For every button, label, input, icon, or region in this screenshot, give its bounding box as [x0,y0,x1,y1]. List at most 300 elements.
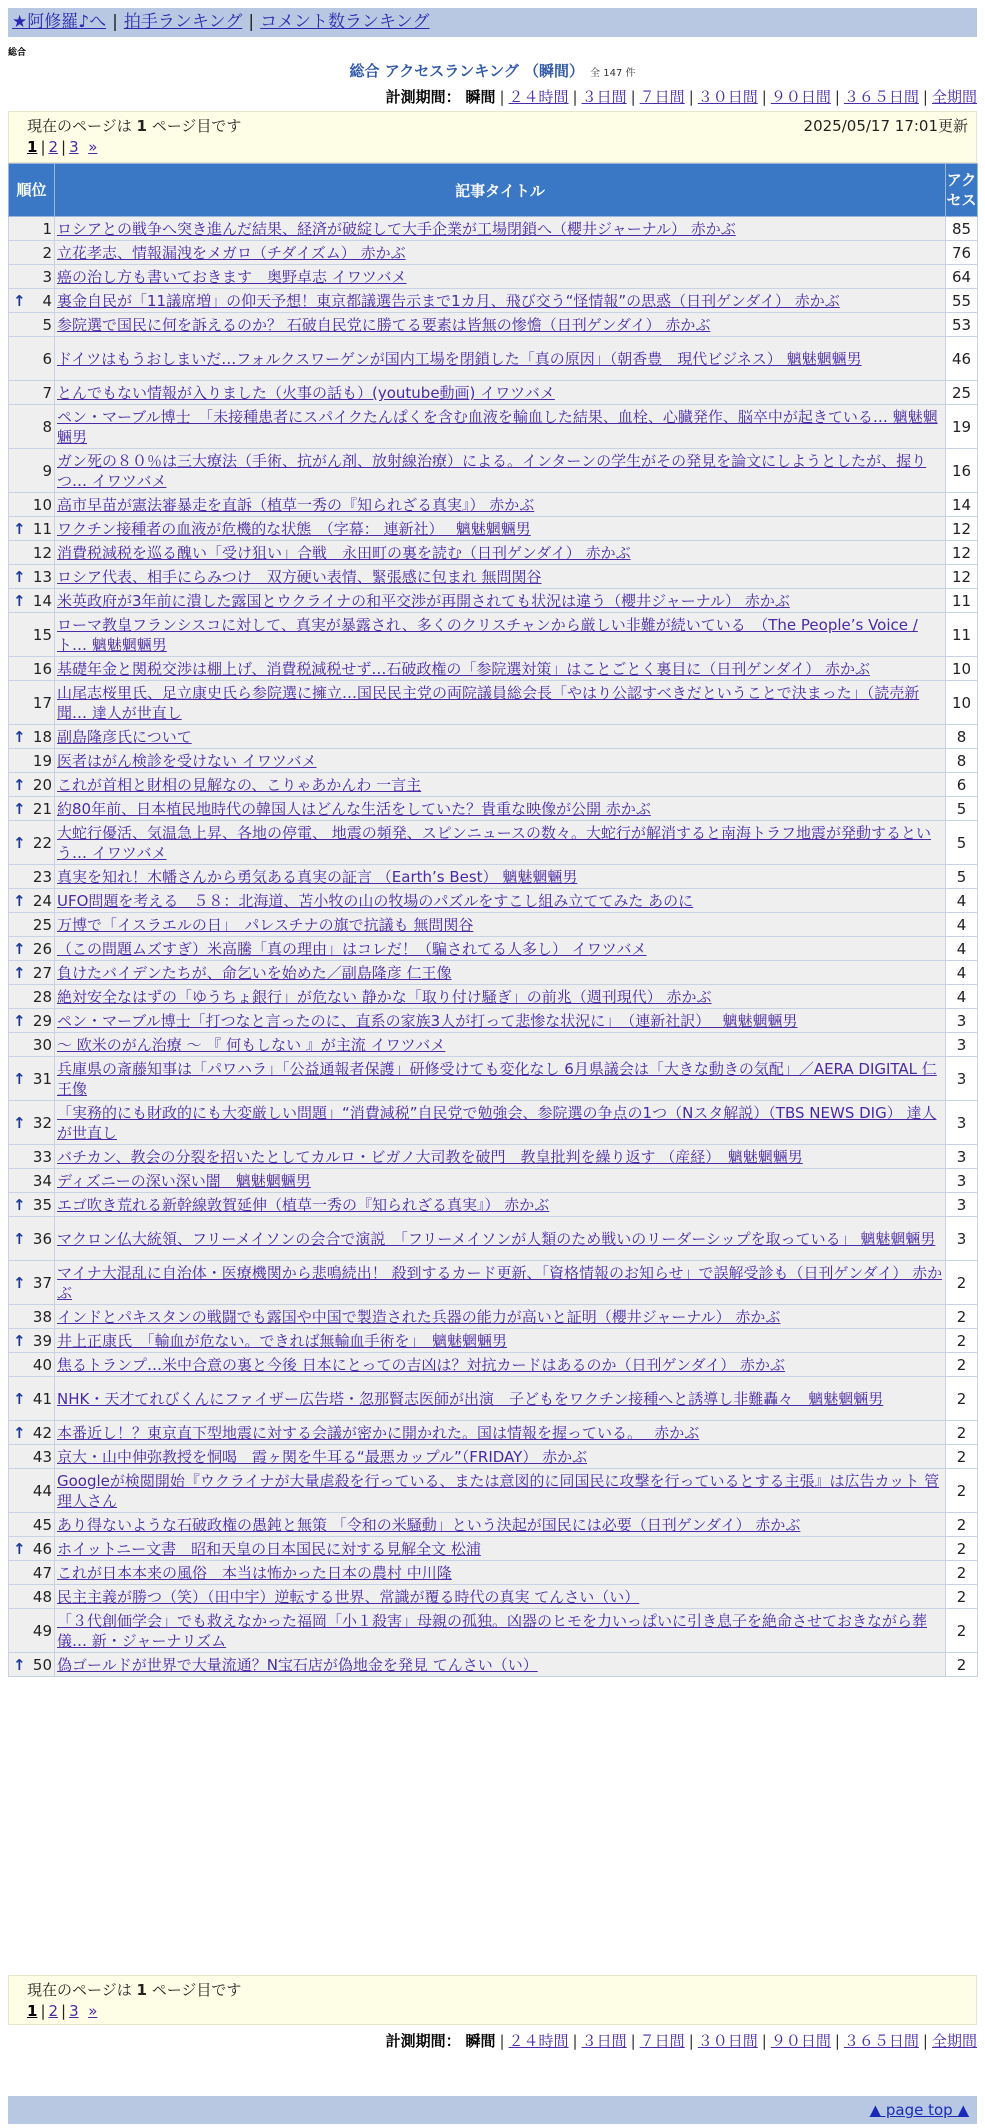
next-page-link[interactable]: » [88,138,98,156]
rank-number: 45 [32,1515,52,1534]
rank-number: 41 [32,1389,52,1408]
access-count: 85 [946,217,978,241]
rank-cell [9,773,55,797]
page-info-number: 1 [136,1981,147,1999]
page-top-link[interactable]: ▲ page top ▲ [869,2101,969,2119]
rank-number: 42 [32,1423,52,1442]
footer-bar [8,2096,977,2124]
table-row [9,681,978,725]
period-separator: | [761,88,767,106]
article-link[interactable]: 参院選で国民に何を訴えるのか？ 石破自民党に勝てる要素は皆無の惨憺（日刊ゲンダイ） 赤かぶ [57,316,711,334]
rank-number: 2 [42,243,52,262]
table-row [9,405,978,449]
updated-timestamp: 2025/05/17 17:01更新 [803,117,968,135]
article-link[interactable]: 本番近し！？東京直下型地震に対する会議が密かに開かれた。国は情報を握っている。 赤かぶ [57,1424,700,1442]
title-header: 記事タイトル [55,164,946,217]
title-cell [55,1261,946,1305]
article-link[interactable]: 万博で「イスラエルの日」 パレスチナの旗で抗議も 無問関谷 [57,916,474,934]
rank-number: 19 [32,751,52,770]
rank-number: 4 [42,291,52,310]
article-link[interactable]: 医者はがん検診を受けない イワツバメ [57,752,317,770]
rank-cell [9,449,55,493]
rank-cell [9,1561,55,1585]
rank-cell [9,541,55,565]
table-row [9,449,978,493]
article-link[interactable]: 米英政府が3年前に潰した露国とウクライナの和平交渉が再開されても状況は違う（櫻井ジャーナル） 赤かぶ [57,592,790,610]
rank-number: 14 [32,591,52,610]
article-link[interactable]: 約80年前、日本植民地時代の韓国人はどんな生活をしていた？貴重な映像が公開 赤かぶ [57,800,651,818]
title-cell [55,1353,946,1377]
period-separator: | [630,88,636,106]
rank-cell [9,241,55,265]
table-row [9,493,978,517]
access-count: 10 [946,657,978,681]
up-arrow-icon: ↑ [13,1113,26,1132]
rank-number: 16 [32,659,52,678]
article-link[interactable]: ドイツはもうおしまいだ…フォルクスワーゲンが国内工場を閉鎖した「真の原因」（朝香豊 現代ビジネス） 魑魅魍魎男 [57,350,862,368]
rank-cell [9,1101,55,1145]
rank-number: 32 [32,1113,52,1132]
rank-cell [9,1585,55,1609]
rank-cell [9,1377,55,1421]
title-cell [55,889,946,913]
article-link[interactable]: NHK・天才てれびくんにファイザー広告塔・忽那賢志医師が出演 子どもをワクチン接種へと誘導し非難轟々 魑魅魍魎男 [57,1390,884,1408]
rank-cell [9,1537,55,1561]
table-row [9,657,978,681]
period-link[interactable]: ２４時間 [508,88,569,106]
access-count: 5 [946,797,978,821]
access-count: 2 [946,1513,978,1537]
title-cell [55,1193,946,1217]
article-link[interactable]: とんでもない情報が入りました（火事の話も）(youtube動画) イワツバメ [57,384,555,402]
period-separator: | [922,88,928,106]
page-info [27,1979,241,2000]
access-count: 76 [946,241,978,265]
access-count: 3 [946,1009,978,1033]
rank-cell [9,217,55,241]
table-row [9,913,978,937]
rank-cell [9,797,55,821]
table-row [9,1421,978,1445]
article-link[interactable]: 副島隆彦氏について [57,728,192,746]
article-link[interactable]: 井上正康氏 「輸血が危ない。できれば無輸血手術を」 魑魅魍魎男 [57,1332,508,1350]
rank-number: 43 [32,1447,52,1466]
access-count: 2 [946,1561,978,1585]
up-arrow-icon: ↑ [13,939,26,958]
article-link[interactable]: ディズニーの深い深い闇 魑魅魍魎男 [57,1172,311,1190]
rank-cell [9,493,55,517]
article-link[interactable]: 基礎年金と関税交渉は棚上げ、消費税減税せず…石破政権の「参院選対策」はことごとく裏目に（日刊ゲンダイ） 赤かぶ [57,660,870,678]
rank-cell [9,1421,55,1445]
rank-number: 21 [32,799,52,818]
table-row [9,1261,978,1305]
article-link[interactable]: 山尾志桜里氏、足立康史氏ら参院選に擁立…国民民主党の両院議員総会長「やはり公認すべきだということで決まった」（読売新聞… 達人が世直し [57,684,920,722]
access-count: 4 [946,937,978,961]
rank-cell [9,1033,55,1057]
article-link[interactable]: インドとパキスタンの戦闘でも露国や中国で製造された兵器の能力が高いと証明（櫻井ジャーナル） 赤かぶ [57,1308,781,1326]
title-cell [55,565,946,589]
period-separator: | [761,2032,767,2050]
period-link[interactable]: ２４時間 [508,2032,569,2050]
access-count: 2 [946,1377,978,1421]
access-count: 3 [946,1217,978,1261]
title-cell [55,961,946,985]
page-info [27,115,241,136]
article-link[interactable]: UFO問題を考える ５８：北海道、苫小牧の山の牧場のパズルをすこし組み立ててみた あのに [57,892,694,910]
access-count: 5 [946,821,978,865]
rank-number: 1 [42,219,52,238]
table-row [9,1305,978,1329]
title-cell [55,1101,946,1145]
period-link[interactable]: 全期間 [931,88,977,106]
title-cell [55,985,946,1009]
rank-cell [9,565,55,589]
table-row [9,265,978,289]
period-link[interactable]: ３０日間 [697,88,758,106]
access-count: 19 [946,405,978,449]
rank-number: 17 [32,693,52,712]
table-row [9,1057,978,1101]
access-count: 8 [946,749,978,773]
table-row [9,1469,978,1513]
article-link[interactable]: これが首相と財相の見解なの、こりゃあかんわ 一言主 [57,776,422,794]
rank-number: 22 [32,833,52,852]
table-row [9,1561,978,1585]
article-link[interactable]: 裏金自民が「11議席増」の仰天予想！東京都議選告示まで1カ月、飛び交う“怪情報”の思惑（日刊ゲンダイ） 赤かぶ [57,292,840,310]
period-separator: | [630,2032,636,2050]
period-selector-bottom [386,2030,977,2051]
rank-number: 8 [42,417,52,436]
rank-number: 20 [32,775,52,794]
rank-number: 12 [32,543,52,562]
total-count: 全 147 件 [590,68,636,79]
rank-number: 5 [42,315,52,334]
nav-separator: | [112,12,118,32]
article-link[interactable]: 高市早苗が憲法審暴走を直訴（植草一秀の『知られざる真実』） 赤かぶ [57,496,535,514]
rank-number: 7 [42,383,52,402]
table-row [9,1193,978,1217]
rank-cell [9,289,55,313]
rank-cell [9,913,55,937]
title-cell [55,1537,946,1561]
rank-cell [9,1057,55,1101]
period-link[interactable]: ３日間 [581,2032,627,2050]
rank-cell [9,657,55,681]
title-cell [55,797,946,821]
rank-number: 50 [32,1655,52,1674]
rank-cell [9,1329,55,1353]
article-link[interactable]: 消費税減税を巡る醜い「受け狙い」合戦 永田町の裏を読む（日刊ゲンダイ） 赤かぶ [57,544,631,562]
rank-number: 33 [32,1147,52,1166]
up-arrow-icon: ↑ [13,891,26,910]
article-link[interactable]: あり得ないような石破政権の愚鈍と無策 「令和の米騒動」という決起が国民には必要（日刊ゲンダイ） 赤かぶ [57,1516,801,1534]
rank-cell [9,985,55,1009]
article-link[interactable]: Googleが検閲開始『ウクライナが大量虐殺を行っている、または意図的に同国民に攻撃を行っているとする主張』は広告カット 管理人さん [57,1472,940,1510]
title-cell [55,1585,946,1609]
title-cell [55,337,946,381]
access-count: 6 [946,773,978,797]
article-link[interactable]: エゴ吹き荒れる新幹線敦賀延伸（植草一秀の『知られざる真実』） 赤かぶ [57,1196,550,1214]
title-cell [55,1329,946,1353]
title-cell [55,681,946,725]
up-arrow-icon: ↑ [13,1011,26,1030]
rank-number: 38 [32,1307,52,1326]
page-2-link[interactable]: 2 [48,2002,59,2020]
next-page-link[interactable]: » [88,2002,98,2020]
title-cell [55,1469,946,1513]
article-link[interactable]: 絶対安全なはずの「ゆうちょ銀行」が危ない 静かな「取り付け騒ぎ」の前兆（週刊現代） 赤かぶ [57,988,712,1006]
access-count: 25 [946,381,978,405]
rank-header: 順位 [9,164,55,217]
pager-separator: | [40,138,46,156]
current-page: 1 [27,2002,38,2020]
title-cell [55,773,946,797]
rank-number: 10 [32,495,52,514]
table-row [9,1101,978,1145]
table-row [9,1653,978,1677]
access-count: 2 [946,1353,978,1377]
rank-cell [9,1193,55,1217]
table-row [9,1513,978,1537]
title-cell [55,405,946,449]
rank-number: 31 [32,1069,52,1088]
access-count: 11 [946,613,978,657]
period-link[interactable]: 全期間 [931,2032,977,2050]
period-selector-top [386,86,977,107]
period-link[interactable]: ９０日間 [770,88,831,106]
article-link[interactable]: ロシアとの戦争へ突き進んだ結果、経済が破綻して大手企業が工場閉鎖へ（櫻井ジャーナル） 赤かぶ [57,220,736,238]
access-count: 4 [946,961,978,985]
up-arrow-icon: ↑ [13,963,26,982]
access-count: 4 [946,985,978,1009]
title-cell [55,1421,946,1445]
article-link[interactable]: ロシア代表、相手にらみつけ 双方硬い表情、緊張感に包まれ 無問関谷 [57,568,542,586]
up-arrow-icon: ↑ [13,567,26,586]
access-count: 4 [946,889,978,913]
article-link[interactable]: 京大・山中伸弥教授を恫喝 霞ヶ関を牛耳る“最悪カップル”（FRIDAY） 赤かぶ [57,1448,588,1466]
home-link[interactable]: ★阿修羅♪へ [12,12,107,32]
title-cell [55,1305,946,1329]
period-separator: | [922,2032,928,2050]
article-link[interactable]: 偽ゴールドが世界で大量流通？N宝石店が偽地金を発見 てんさい（い） [57,1656,538,1674]
article-link[interactable]: ～ 欧米のがん治療 ～ 『 何もしない 』が主流 イワツバメ [57,1036,446,1054]
article-link[interactable]: 焦るトランプ…米中合意の裏と今後 日本にとっての吉凶は？対抗カードはあるのか（日刊ゲンダイ） 赤かぶ [57,1356,786,1374]
period-link[interactable]: ３６５日間 [843,2032,919,2050]
title-cell [55,1609,946,1653]
page-2-link[interactable]: 2 [48,138,59,156]
access-count: 46 [946,337,978,381]
access-count: 2 [946,1585,978,1609]
page-3-link[interactable]: 3 [69,2002,79,2020]
access-count: 10 [946,681,978,725]
comment-ranking-link[interactable]: コメント数ランキング [260,12,430,32]
current-page: 1 [27,138,38,156]
table-row [9,1445,978,1469]
article-link[interactable]: これが日本本来の風俗 本当は怖かった日本の農村 中川隆 [57,1564,452,1582]
article-link[interactable]: バチカン、教会の分裂を招いたとしてカルロ・ビガノ大司教を破門 教皇批判を繰り返す （産経） 魑魅魍魎男 [57,1148,803,1166]
table-row [9,241,978,265]
up-arrow-icon: ↑ [13,1423,26,1442]
rank-cell [9,265,55,289]
title-cell [55,381,946,405]
access-count: 2 [946,1609,978,1653]
title-cell [55,589,946,613]
rank-number: 27 [32,963,52,982]
article-link[interactable]: 「３代創価学会」でも救えなかった福岡「小１殺害」母親の孤独。凶器のヒモを力いっぱいに引き息子を絶命させておきながら葬儀… 新・ジャーナリズム [57,1612,928,1650]
title-cell [55,749,946,773]
period-current: 瞬間 [465,88,496,106]
article-link[interactable]: 民主主義が勝つ（笑）（田中宇）逆転する世界、常識が覆る時代の真実 てんさい（い） [57,1588,640,1606]
period-link[interactable]: ７日間 [639,88,685,106]
title-cell [55,657,946,681]
up-arrow-icon: ↑ [13,1069,26,1088]
access-count: 5 [946,865,978,889]
access-count: 12 [946,541,978,565]
article-link[interactable]: ペン・マーブル博士「打つなと言ったのに、直系の家族3人が打って悲惨な状況に」 （連新社訳） 魑魅魍魎男 [57,1012,798,1030]
rank-number: 30 [32,1035,52,1054]
table-row [9,773,978,797]
rank-number: 23 [32,867,52,886]
rank-cell [9,681,55,725]
period-link[interactable]: ３６５日間 [843,88,919,106]
title-cell [55,449,946,493]
table-row [9,381,978,405]
table-header-row [9,164,978,217]
rank-cell [9,1305,55,1329]
rank-cell [9,725,55,749]
period-link[interactable]: ３０日間 [697,2032,758,2050]
access-count: 16 [946,449,978,493]
title-cell [55,821,946,865]
table-row [9,865,978,889]
title-cell [55,1169,946,1193]
pager-separator: | [40,2002,46,2020]
rank-number: 9 [42,461,52,480]
rank-cell [9,337,55,381]
rank-cell [9,1609,55,1653]
title-cell [55,613,946,657]
pager-bottom [8,1975,977,2025]
rank-number: 24 [32,891,52,910]
access-count: 55 [946,289,978,313]
access-count: 3 [946,1057,978,1101]
rank-cell [9,1145,55,1169]
up-arrow-icon: ↑ [13,1655,26,1674]
table-row [9,337,978,381]
table-row [9,889,978,913]
up-arrow-icon: ↑ [13,775,26,794]
rank-number: 3 [42,267,52,286]
rank-number: 39 [32,1331,52,1350]
title-cell [55,493,946,517]
article-link[interactable]: 兵庫県の斎藤知事は「パワハラ」「公益通報者保護」研修受けても変化なし 6月県議会は「大きな動きの気配」／AERA DIGITAL 仁王像 [57,1060,937,1098]
page-info-suffix: ページ目です [151,117,242,135]
rank-cell [9,749,55,773]
rank-number: 35 [32,1195,52,1214]
table-row [9,821,978,865]
title-cell [55,1217,946,1261]
article-link[interactable]: 大蛇行優活、気温急上昇、各地の停電、 地震の頻発、スピンニュースの数々。大蛇行が解消すると南海トラフ地震が発動するという… イワツバメ [57,824,932,862]
up-arrow-icon: ↑ [13,727,26,746]
title-cell [55,289,946,313]
title-cell [55,865,946,889]
table-row [9,1537,978,1561]
access-count: 12 [946,517,978,541]
article-link[interactable]: 立花孝志、情報漏洩をメガロ（チダイズム） 赤かぶ [57,244,406,262]
article-link[interactable]: ペン・マーブル博士 「未接種患者にスパイクたんぱくを含む血液を輸血した結果、血栓、心臓発作、脳卒中が起きている… 魑魅魍魎男 [57,408,938,446]
access-count: 11 [946,589,978,613]
article-link[interactable]: 負けたバイデンたちが、命乞いを始めた／副島隆彦 仁王像 [57,964,452,982]
period-current: 瞬間 [465,2032,496,2050]
table-row [9,1145,978,1169]
page-info-number: 1 [136,117,147,135]
article-link[interactable]: 「実務的にも財政的にも大変厳しい問題」“消費減税”自民党で勉強会、参院選の争点の1つ（Nスタ解説）（TBS NEWS DIG） 達人が世直し [57,1104,937,1142]
article-link[interactable]: マイナ大混乱に自治体・医療機関から悲鳴続出！ 殺到するカード更新、「資格情報のお知らせ」で誤解受診も（日刊ゲンダイ） 赤かぶ [57,1264,943,1302]
title-cell [55,725,946,749]
title-cell [55,1653,946,1677]
access-count: 8 [946,725,978,749]
article-link[interactable]: ガン死の８０％は三大療法（手術、抗がん剤、放射線治療）による。インターンの学生がその発見を論文にしようとしたが、握りつ… イワツバメ [57,452,927,490]
table-row [9,613,978,657]
rank-cell [9,1513,55,1537]
rank-number: 29 [32,1011,52,1030]
up-arrow-icon: ↑ [13,1195,26,1214]
period-separator: | [499,88,505,106]
article-link[interactable]: ローマ教皇フランシスコに対して、真実が暴露され、多くのクリスチャンから厳しい非難が続いている （The People’s Voice / ト… 魑魅魍魎男 [57,616,918,654]
table-row [9,1169,978,1193]
clap-ranking-link[interactable]: 拍手ランキング [123,12,243,32]
article-link[interactable]: 癌の治し方も書いておきます 奥野卓志 イワツバメ [57,268,407,286]
title-cell [55,541,946,565]
rank-number: 11 [32,519,52,538]
rank-number: 48 [32,1587,52,1606]
up-arrow-icon: ↑ [13,1389,26,1408]
rank-number: 44 [32,1481,52,1500]
access-count: 14 [946,493,978,517]
table-row [9,1377,978,1421]
table-row [9,749,978,773]
access-count: 3 [946,1033,978,1057]
period-link[interactable]: ７日間 [639,2032,685,2050]
table-row [9,1353,978,1377]
access-count: 64 [946,265,978,289]
table-row [9,985,978,1009]
article-link[interactable]: ワクチン接種者の血液が危機的な状態 （字幕： 連新社） 魑魅魍魎男 [57,520,531,538]
access-count: 2 [946,1537,978,1561]
access-count: 2 [946,1653,978,1677]
page-3-link[interactable]: 3 [69,138,79,156]
table-row [9,217,978,241]
ranking-table [8,163,978,1677]
article-link[interactable]: （この問題ムズすぎ）米高騰「真の理由」はコレだ！（騙されてる人多し） イワツバメ [57,940,647,958]
table-row [9,725,978,749]
table-row [9,961,978,985]
access-count: 12 [946,565,978,589]
article-link[interactable]: マクロン仏大統領、フリーメイソンの会合で演説 「フリーメイソンが人類のため戦いのリーダーシップを取っている」 魑魅魍魎男 [57,1230,936,1248]
article-link[interactable]: ホイットニー文書 昭和天皇の日本国民に対する見解全文 松浦 [57,1540,481,1558]
title-cell [55,241,946,265]
period-link[interactable]: ９０日間 [770,2032,831,2050]
article-link[interactable]: 真実を知れ！木幡さんから勇気ある真実の証言 （Earth’s Best） 魑魅魍魎男 [57,868,578,886]
title-cell [55,1445,946,1469]
rank-cell [9,937,55,961]
rank-number: 28 [32,987,52,1006]
up-arrow-icon: ↑ [13,1331,26,1350]
period-link[interactable]: ３日間 [581,88,627,106]
access-count: 4 [946,913,978,937]
table-row [9,1585,978,1609]
period-separator: | [834,88,840,106]
